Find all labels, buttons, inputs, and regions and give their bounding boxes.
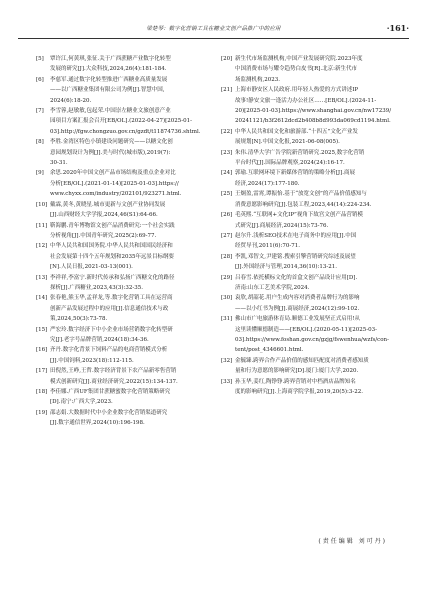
reference-item xyxy=(36,137,210,168)
reference-number: [32] xyxy=(221,357,233,364)
reference-item xyxy=(36,325,210,346)
reference-item xyxy=(36,241,210,272)
reference-number: [27] xyxy=(221,232,233,239)
reference-text: 郭瑜.互联网环境下新媒体营销的策略分析[J].商展 经济,2024(17):177-180. xyxy=(235,170,355,187)
reference-text: 严宏玲.数字经济下中小企业市场营销数字化转型研 究[J].老字号品牌营销,2024(18):34-36. xyxy=(50,326,173,343)
reference-text: 孙玉华,姜红,陶铮铮.跨界营销对中档酒店品牌知名 度的影响研究[J].上海商学院学报,2019,20(5):3-22. xyxy=(235,378,363,395)
reference-item xyxy=(221,54,395,85)
reference-text: 中华人民共和国国务院.中华人民共和国国民经济和 社会发展第十四个五年规划和2035年远景目标纲要 [N].人民日报,2021-03-13(001). xyxy=(50,243,174,271)
reference-text: 戴霖,黄冬,黄晓星.城市更新与文创产业协同发展 [J].山西财经大学学报,2024,46(S1):64-66. xyxy=(50,201,166,219)
reference-text: 李凯,邓智文,尹建铭.搜索引擎营销研究综述及展望 [J].外国经济与管理,2014,36(10):13-21. xyxy=(235,253,356,271)
reference-item xyxy=(36,54,210,75)
reference-item xyxy=(221,148,395,169)
reference-text: 齐丹.数字化背景下饲料产品的电商营销模式分析 [J].中国饲料,2023(18):112-115. xyxy=(50,347,168,364)
reference-text: 靳海鹏.青年博物馆文创产品消费研究:一个社会实践 分析视角[J].中国青年研究,2025(2):69-77. xyxy=(50,222,175,239)
reference-item xyxy=(221,314,395,356)
reference-item xyxy=(36,366,210,387)
reference-number: [25] xyxy=(221,191,233,198)
reference-number: [7] xyxy=(36,108,44,115)
reference-item xyxy=(221,252,395,273)
reference-text: 袁欣,胡韶花.用户生成内容对消费者品牌行为的影响 ——以小红书为例[J].商展经济,2024(12):99-102. xyxy=(235,295,360,312)
reference-number: [24] xyxy=(221,170,233,177)
editor-credit: (责任编辑 刘可丹) xyxy=(318,538,387,545)
reference-text: 张春艳,熊玉华,孟祥龙,等.数字化营销工具在运营商 创新产品发展过程中的应用[J].信息通信技术与政 策,2024,50(3):73-78. xyxy=(50,295,173,323)
reference-number: [11] xyxy=(36,222,48,229)
running-header xyxy=(18,24,409,39)
reference-item xyxy=(36,221,210,242)
references-section xyxy=(36,54,396,429)
reference-number: [14] xyxy=(36,295,48,302)
reference-number: [28] xyxy=(221,253,233,260)
reference-item xyxy=(36,106,210,137)
reference-number: [8] xyxy=(36,139,44,146)
reference-text: 朱伟.清华大学广告学院新营销研究.2025,数字化营销 平台时代[J].国际品牌观察,2024(24):16-17. xyxy=(235,149,365,167)
reference-number: [33] xyxy=(221,378,233,385)
reference-item xyxy=(36,200,210,221)
reference-text: 邵志娟.大数据时代中小企业数字化营销渠道研究 [J].数字通信世界,2024(10):196-198. xyxy=(50,409,168,427)
reference-text: 李胜.金湾区特色小镇建设问题研究——以糖文化创 意园规划设计为例[J].美与时代(城市版),2019(7): 30-31. xyxy=(50,139,173,167)
reference-item xyxy=(36,75,210,106)
reference-text: 李佳娜.广西UF集团甘蔗糖蜜数字化营销策略研究 [D].南宁:广西大学,2023. xyxy=(50,389,171,406)
reference-number: [26] xyxy=(221,212,233,219)
reference-number: [30] xyxy=(221,295,233,302)
reference-item xyxy=(36,273,210,294)
reference-item xyxy=(36,408,210,429)
reference-number: [31] xyxy=(221,316,233,323)
reference-text: 毛英熙.“互联网+文化IP”视角下故宫文创产品营销模 式研究[J].商展经济,2024(15):73-76. xyxy=(235,212,363,229)
reference-item xyxy=(36,168,210,199)
reference-text: 王炯盈,雷霄,谭振怡.基于“放宽文创”的产品价值感知与 消费意愿影响研究[J].包装工程,2023,44(14):224-234. xyxy=(235,191,372,208)
reference-number: [18] xyxy=(36,389,48,395)
reference-text: 上海市静安区人民政府.用年轻人热爱的方式讲述IP 故事!静安文旅一逢活力办公社区……[EB/OL].(2024-11- 20)[2025-01-03].https://www.shanghai.gov.cn/nw17239/ 20241121/b3f2612dcd2b408b8d993da069cd1194.html. xyxy=(235,87,392,125)
reference-item xyxy=(221,210,395,231)
references-right-column xyxy=(221,54,395,429)
reference-item xyxy=(221,189,395,210)
reference-number: [22] xyxy=(221,128,233,135)
reference-item xyxy=(36,345,210,366)
reference-item xyxy=(221,168,395,189)
reference-number: [17] xyxy=(36,368,48,375)
reference-text: 佛山市广电旅游体育局.顺德工业发展坚正式启用!从 这里读懂顺德制造——[EB/OL].(2020-05-11)[2025-03- 03].https://www.foshan.gov.cn/gzjg/fswenhua/wzfs/con- tent/post_4346601.html. xyxy=(235,316,389,354)
reference-number: [29] xyxy=(221,274,233,281)
reference-item xyxy=(221,273,395,294)
reference-text: 金毓臻.跨界合作产品价值的感知匹配度对消费者感知质 量和行为意愿的影响研究[D].厦门:厦门大学,2020. xyxy=(235,357,369,375)
reference-text: 李雪蓉,赵敏敏,包起荣.中国崇左糖业文旅创意产业 园项目方案汇报会召开[EB/OL].(2022-04-27)[2025-01- 03].http://fgw.chongzuo.gov.cn/gzdt/t11874736.shtml. xyxy=(50,108,201,135)
reference-number: [6] xyxy=(36,76,44,83)
reference-number: [15] xyxy=(36,326,48,333)
reference-item xyxy=(221,127,395,148)
reference-text: 中华人民共和国文化和旅游部.“十四五”文化产业发 展规划[N].中国文化报,2021-06-08(005). xyxy=(235,128,358,146)
reference-text: 覃许江,何黄琪,张征.关于广西蔗糖产业数字化转型 发展的研究[J].大众科技,2024,26(4):181-184. xyxy=(50,56,171,73)
reference-text: 余思.2020年中国文创产品市场结构及重点企业对比 分析[EB/OL].(2021-01-14)[2025-01-03].https:// www.chyxx.com/industry/202101/923271.html. xyxy=(50,170,182,198)
reference-item xyxy=(221,356,395,377)
reference-item xyxy=(36,293,210,324)
reference-item xyxy=(221,377,395,398)
reference-number: [12] xyxy=(36,243,48,250)
reference-number: [9] xyxy=(36,170,44,177)
reference-item xyxy=(36,387,210,408)
reference-number: [5] xyxy=(36,56,44,62)
page-number: ·161· xyxy=(386,23,409,33)
reference-text: 李慈军.通过数字化转型推进广西糖业高质量发展 ——以广西糖业集团有限公司为例[J].智慧中国, 2024(6):18-20. xyxy=(50,76,168,104)
reference-number: [21] xyxy=(221,87,233,94)
reference-text: 田倪然,王峥,王哲.数字经济背景下农产品新零售营销 模式创新研究[J].商业经济研究,2022(15):134-137. xyxy=(50,368,178,385)
reference-item xyxy=(221,293,395,314)
references-left-column xyxy=(36,54,210,429)
reference-item xyxy=(221,231,395,252)
reference-number: [13] xyxy=(36,274,48,281)
reference-text: 李祥祥,李富宁.新时代传承和弘扬广西糖文化的路径 探析[J].广西糖业,2023,43(3):32-35. xyxy=(50,274,175,291)
reference-text: 赵尔升.浅析SEO技术在电子商务中的应用[J].中国 经贸导刊,2011(6):70-71. xyxy=(235,232,357,250)
reference-item xyxy=(221,85,395,127)
reference-number: [20] xyxy=(221,56,233,62)
reference-number: [19] xyxy=(36,409,48,416)
reference-text: 吕春雪.依托横标文化的首盒文创产品设计应用[D]. 济南:山东工艺美术学院,2024. xyxy=(235,274,358,291)
reference-text: 新生代市场监测机构,中国产业发展研究院.2023年度 中国消费市场与耀令趋势白皮书[R].北京:新生代市 场监测机构,2023. xyxy=(235,56,363,83)
reference-number: [16] xyxy=(36,347,48,354)
running-title: 梁楚琴：数字化营销工具在糖业文创产品推广中的应用 xyxy=(146,26,281,32)
reference-number: [10] xyxy=(36,201,48,208)
reference-number: [23] xyxy=(221,149,233,156)
